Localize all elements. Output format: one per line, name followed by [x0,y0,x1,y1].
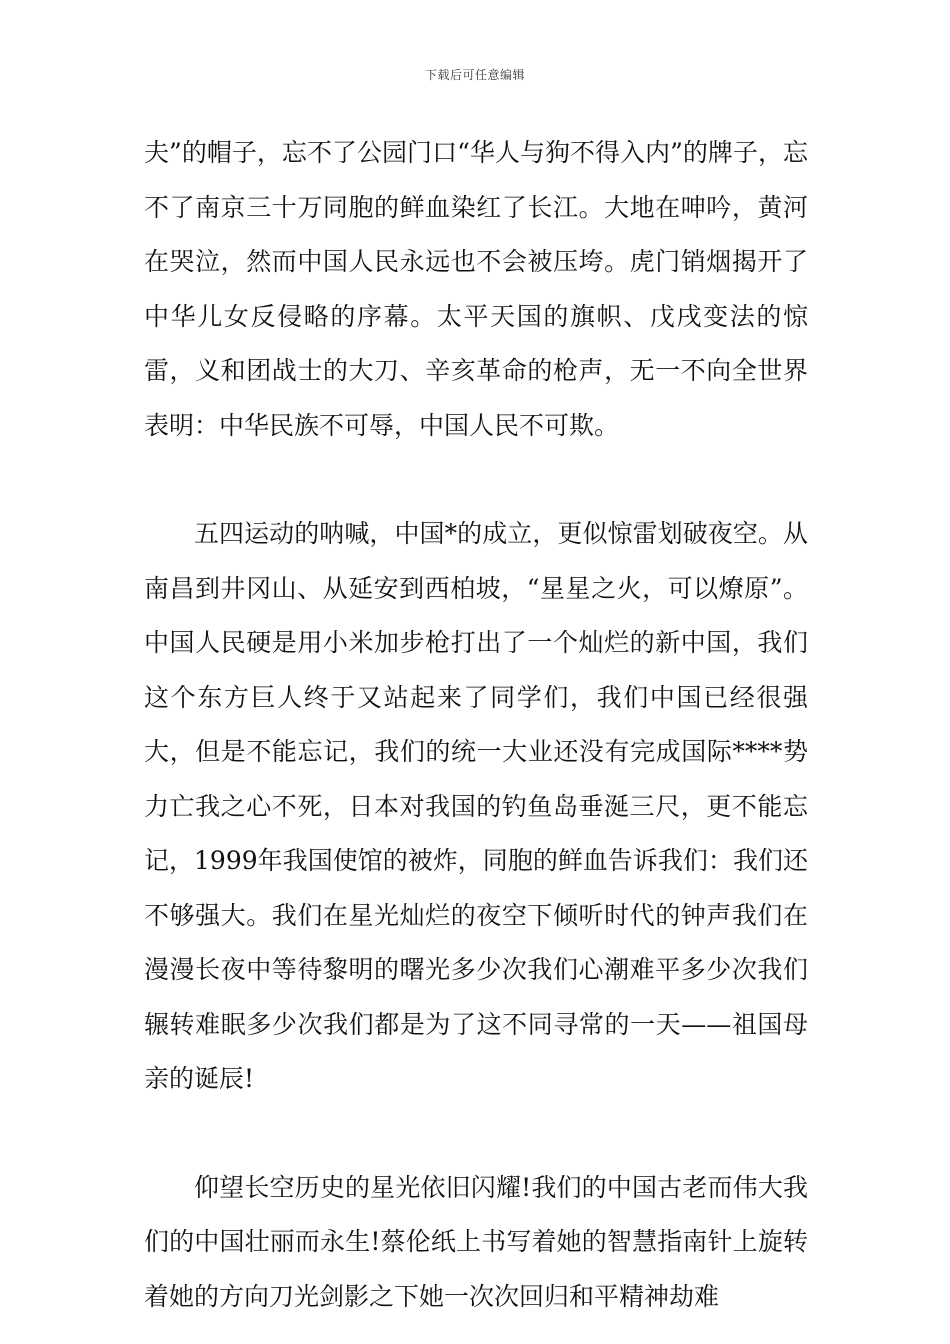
document-body [144,126,808,1324]
paragraph-2: 五四运动的呐喊，中国*的成立，更似惊雷划破夜空。从南昌到井冈山、从延安到西柏坡，“星星之火，可以燎原”。中国人民硬是用小米加步枪打出了一个灿烂的新中国，我们这个东方巨人终于又站起来了同学们，我们中国已经很强大，但是不能忘记，我们的统一大业还没有完成国际****势力亡我之心不死，日本对我国的钓鱼岛垂涎三尺，更不能忘记，1999年我国使馆的被炸，同胞的鲜血告诉我们：我们还不够强大。我们在星光灿烂的夜空下倾听时代的钟声我们在漫漫长夜中等待黎明的曙光多少次我们心潮难平多少次我们辗转难眠多少次我们都是为了这不同寻常的一天——祖国母亲的诞辰! [144,519,808,1093]
header-note: 下载后可任意编辑 [424,68,525,82]
paragraph-1: 夫”的帽子，忘不了公园门口“华人与狗不得入内”的牌子，忘不了南京三十万同胞的鲜血染红了长江。大地在呻吟，黄河在哭泣，然而中国人民永远也不会被压垮。虎门销烟揭开了中华儿女反侵略的序幕。太平天国的旗帜、戊戌变法的惊雷，义和团战士的大刀、辛亥革命的枪声，无一不向全世界表明：中华民族不可辱，中国人民不可欺。 [144,138,808,440]
paragraph-3: 仰望长空历史的星光依旧闪耀!我们的中国古老而伟大我们的中国壮丽而永生!蔡伦纸上书写着她的智慧指南针上旋转着她的方向刀光剑影之下她一次次回归和平精神劫难 [144,1172,808,1311]
